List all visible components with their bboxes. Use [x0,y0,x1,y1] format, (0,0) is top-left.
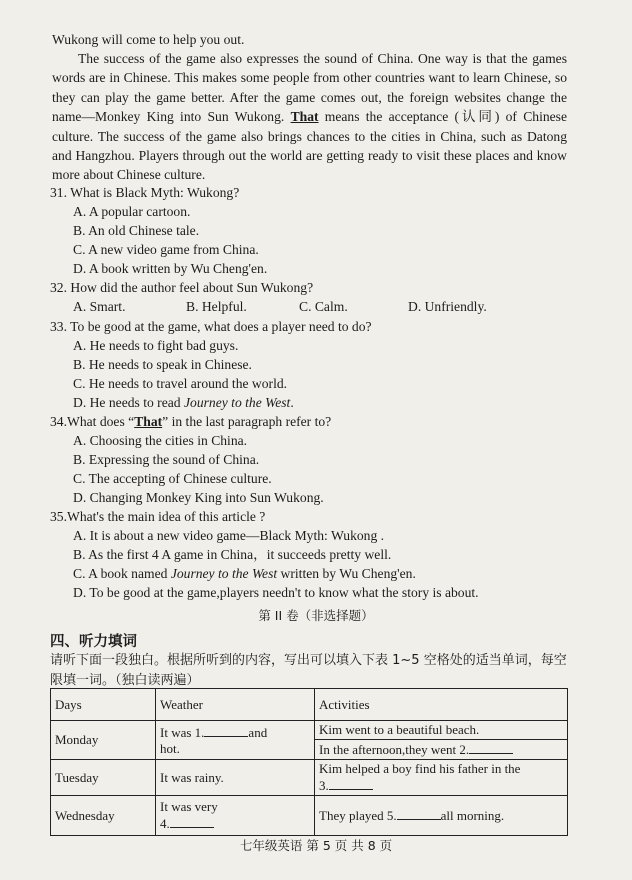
tuesday-activity-num: 3. [319,778,329,793]
q35-option-b[interactable]: B. As the first 4 A game in China，it succeeds pretty well. [73,547,392,562]
q35-c-end: written by Wu Cheng'en. [277,566,416,581]
monday-weather-hot: hot. [160,740,180,756]
blank-3[interactable] [329,777,373,790]
q35-option-d[interactable]: D. To be good at the game,players needn't to know what the story is about. [73,585,479,600]
monday-weather [156,721,315,760]
q33-option-d[interactable] [73,394,294,412]
header-days: Days [51,689,156,721]
q35-option-c[interactable] [73,565,416,583]
q34-option-d[interactable]: D. Changing Monkey King into Sun Wukong. [73,490,324,505]
q31-option-c[interactable]: C. A new video game from China. [73,242,259,257]
q33-option-c[interactable]: C. He needs to travel around the world. [73,376,288,391]
monday-activity-2-text: In the afternoon,they went 2. [319,742,470,757]
q35-option-a[interactable]: A. It is about a new video game—Black Myth: Wukong . [73,528,385,543]
tuesday-cell: Tuesday [51,760,156,796]
section-4-heading: 四、听力填词 [50,634,137,650]
passage-paragraph [52,49,567,185]
q32-option-c[interactable]: C. Calm. [299,299,348,314]
tuesday-activity-text: Kim helped a boy find his father in the [319,761,521,776]
q32-option-b[interactable]: B. Helpful. [186,299,247,314]
q33-d-end: . [290,395,294,410]
question-31: 31. What is Black Myth: Wukong? [50,185,240,200]
q34-that: That [134,414,163,429]
passage-line-0: Wukong will come to help you out. [52,32,245,47]
blank-2[interactable] [469,741,513,754]
passage-text-b: means the acceptance (认同) of Chinese culture. The success of the game also brings chances to the cities in China, such as Datong and Hangzhou. Players through out the world are getting ready to visit these places and know more about Chinese culture. [52,109,567,183]
q34-text-a: 34.What does “ [50,414,135,429]
section-2-title: 第 II 卷（非选择题） [258,608,374,623]
question-32: 32. How did the author feel about Sun Wukong? [50,280,314,295]
header-activities: Activities [315,689,568,721]
q35-c-italic: Journey to the West [170,566,278,581]
wednesday-cell: Wednesday [51,796,156,836]
monday-cell: Monday [51,721,156,760]
q33-option-b[interactable]: B. He needs to speak in Chinese. [73,357,252,372]
monday-activity-2 [315,740,568,760]
q35-c-text: C. A book named [73,566,171,581]
question-33: 33. To be good at the game, what does a player need to do? [50,319,372,334]
q34-option-b[interactable]: B. Expressing the sound of China. [73,452,260,467]
q31-option-a[interactable]: A. A popular cartoon. [73,204,191,219]
passage-text-a: The success of the game also expresses the sound of China. One way is that the games words are in Chinese. This makes some people from other countries want to learn Chinese, so they can play the game better. After the game comes out, the foreign websites change the name—Monkey King into Sun Wukong. [52,51,567,125]
q32-option-d[interactable]: D. Unfriendly. [408,299,487,314]
q32-option-a[interactable]: A. Smart. [73,299,126,314]
listening-table [50,688,568,836]
section-4-instruction: 请听下面一段独白。根据所听到的内容，写出可以填入下表 1~5 空格处的适当单词，每空限填一词。（独白读两遍） [50,653,567,688]
wednesday-activity-end: all morning. [440,808,505,823]
question-34 [50,413,331,431]
blank-1[interactable] [204,724,248,737]
wednesday-weather [156,796,315,836]
wednesday-weather-text: It was very [160,799,218,814]
q34-text-b: ” in the last paragraph refer to? [162,414,332,429]
q31-option-d[interactable]: D. A book written by Wu Cheng'en. [73,261,268,276]
wednesday-activity-text: They played 5. [319,808,397,823]
tuesday-activity [315,760,568,796]
monday-activity-1: Kim went to a beautiful beach. [315,721,568,740]
underlined-that: That [290,109,319,125]
blank-4[interactable] [170,815,214,828]
q34-option-c[interactable]: C. The accepting of Chinese culture. [73,471,272,486]
tuesday-weather: It was rainy. [156,760,315,796]
question-35: 35.What's the main idea of this article ? [50,509,266,524]
q31-option-b[interactable]: B. An old Chinese tale. [73,223,200,238]
q33-d-italic: Journey to the West [183,395,291,410]
wednesday-activity [315,796,568,836]
q33-d-text: D. He needs to read [73,395,184,410]
monday-weather-text: It was 1. [160,724,205,740]
q34-option-a[interactable]: A. Choosing the cities in China. [73,433,248,448]
header-weather: Weather [156,689,315,721]
wednesday-weather-num: 4. [160,816,170,831]
page-footer: 七年级英语 第 5 页 共 8 页 [239,838,393,853]
q33-option-a[interactable]: A. He needs to fight bad guys. [73,338,239,353]
monday-weather-and: and [248,724,268,740]
blank-5[interactable] [397,807,441,820]
